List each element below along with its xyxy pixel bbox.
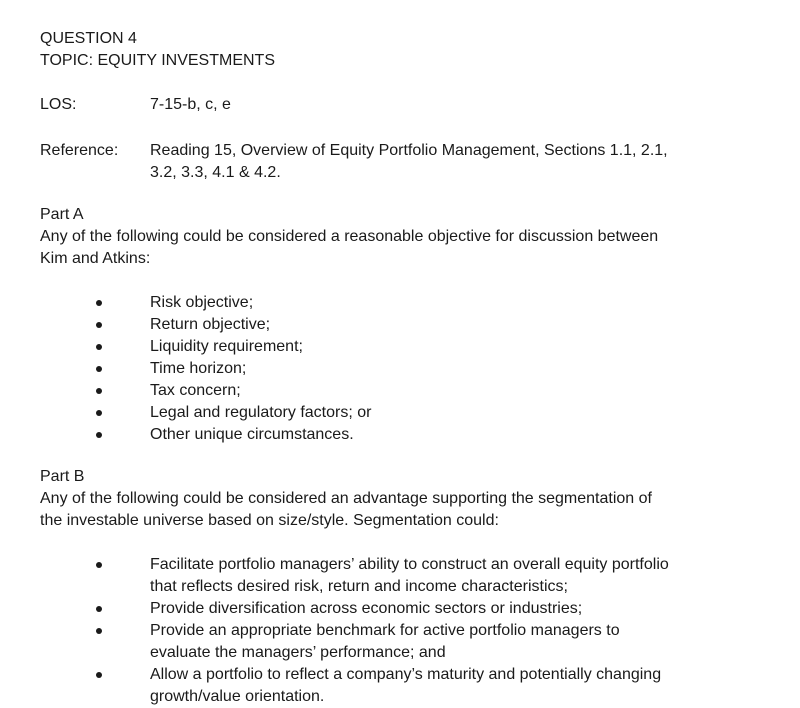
part-a-intro (40, 226, 760, 270)
los-value: 7-15-b, c, e (150, 96, 231, 113)
bullet-icon (40, 336, 150, 358)
reference-label: Reference: (40, 142, 119, 159)
list-item (40, 620, 760, 664)
part-b-intro-line-2: the investable universe based on size/style. Segmentation could: (40, 512, 499, 529)
bullet-icon (40, 314, 150, 336)
question-number: QUESTION 4 (40, 30, 137, 47)
list-item (40, 664, 760, 708)
bullet-icon (40, 402, 150, 424)
bullet-icon (40, 664, 150, 708)
bullet-icon (40, 424, 150, 446)
list-item-line: Provide diversification across economic sectors or industries; (150, 600, 583, 617)
reference-row (40, 140, 760, 184)
part-b-intro (40, 488, 760, 532)
part-b-list (40, 554, 760, 708)
list-item: Other unique circumstances. (40, 424, 760, 446)
los-row (40, 94, 760, 116)
part-b-title: Part B (40, 468, 85, 485)
list-item: Time horizon; (40, 358, 760, 380)
part-b-intro-line-1: Any of the following could be considered an advantage supporting the segmentation of (40, 490, 652, 507)
list-item: Liquidity requirement; (40, 336, 760, 358)
part-a-intro-line-2: Kim and Atkins: (40, 250, 151, 267)
list-item (40, 554, 760, 598)
reference-line-1: Reading 15, Overview of Equity Portfolio Management, Sections 1.1, 2.1, (150, 142, 668, 159)
list-item: Risk objective; (40, 292, 760, 314)
bullet-icon (40, 620, 150, 664)
list-item-line: Provide an appropriate benchmark for active portfolio managers to (150, 622, 620, 639)
reference-value (150, 140, 760, 184)
list-item: Return objective; (40, 314, 760, 336)
bullet-icon (40, 358, 150, 380)
list-item-line: Allow a portfolio to reflect a company’s maturity and potentially changing (150, 666, 662, 683)
bullet-icon (40, 554, 150, 598)
list-item: Tax concern; (40, 380, 760, 402)
los-label: LOS: (40, 96, 77, 113)
part-a-list (40, 292, 760, 446)
part-a-title: Part A (40, 206, 84, 223)
topic-line: TOPIC: EQUITY INVESTMENTS (40, 52, 275, 69)
list-item-line: evaluate the managers’ performance; and (150, 644, 446, 661)
bullet-icon (40, 380, 150, 402)
list-item-line: that reflects desired risk, return and income characteristics; (150, 578, 568, 595)
list-item: Legal and regulatory factors; or (40, 402, 760, 424)
list-item-line: Facilitate portfolio managers’ ability to construct an overall equity portfolio (150, 556, 669, 573)
list-item (40, 598, 760, 620)
bullet-icon (40, 292, 150, 314)
reference-line-2: 3.2, 3.3, 4.1 & 4.2. (150, 164, 281, 181)
list-item-line: growth/value orientation. (150, 688, 325, 705)
part-a-intro-line-1: Any of the following could be considered a reasonable objective for discussion between (40, 228, 659, 245)
document (40, 28, 760, 708)
bullet-icon (40, 598, 150, 620)
